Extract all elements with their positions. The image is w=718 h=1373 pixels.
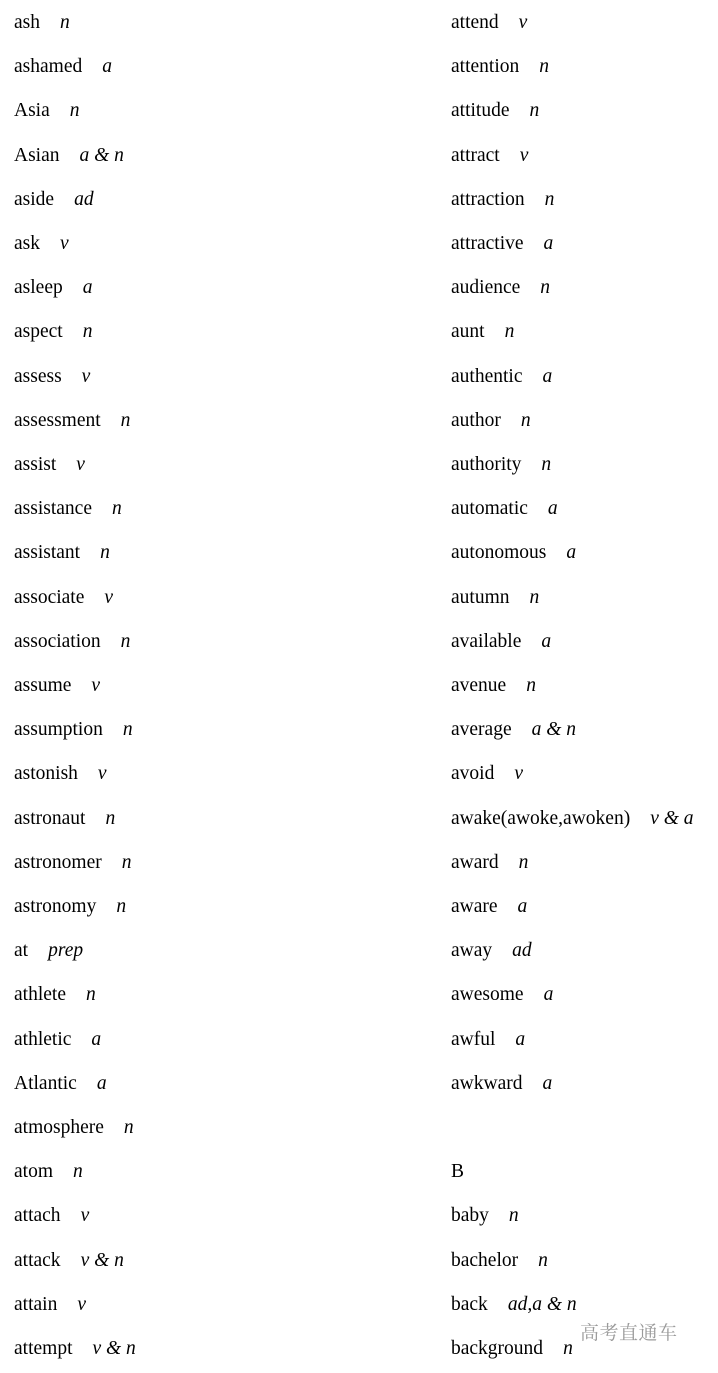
vocab-entry	[14, 96, 80, 126]
vocab-entry	[14, 185, 94, 215]
vocab-entry	[14, 8, 70, 38]
vocab-word: away	[451, 940, 493, 962]
part-of-speech: v & n	[80, 1249, 124, 1271]
part-of-speech: a	[543, 984, 554, 1006]
part-of-speech: a	[542, 1072, 553, 1094]
part-of-speech: a	[547, 498, 558, 520]
part-of-speech: v & a	[650, 807, 694, 829]
part-of-speech: a & n	[79, 144, 124, 166]
vocab-entry	[14, 450, 85, 480]
vocab-entry	[14, 1290, 86, 1320]
part-of-speech: n	[60, 12, 70, 33]
part-of-speech: n	[82, 321, 93, 343]
vocab-word: asleep	[14, 277, 63, 299]
vocab-entry	[451, 848, 528, 878]
vocab-word: attend	[451, 12, 499, 33]
vocab-entry	[451, 627, 551, 657]
vocab-entry	[14, 1246, 124, 1276]
vocab-word: assumption	[14, 719, 103, 741]
part-of-speech: a	[91, 1028, 102, 1050]
part-of-speech: n	[538, 1249, 548, 1271]
vocab-word: award	[451, 851, 499, 873]
vocab-entry	[451, 52, 549, 82]
part-of-speech: v	[81, 365, 91, 387]
vocab-entry	[14, 273, 92, 303]
part-of-speech: ad	[74, 188, 94, 210]
vocab-entry	[14, 892, 126, 922]
vocab-entry	[14, 229, 69, 259]
vocab-entry	[451, 229, 553, 259]
vocab-word: baby	[451, 1205, 489, 1227]
vocab-word: attack	[14, 1249, 61, 1271]
vocab-word: attitude	[451, 100, 510, 122]
vocab-word: Asian	[14, 144, 60, 166]
vocab-entry	[451, 1025, 525, 1055]
part-of-speech: a & n	[531, 719, 577, 741]
part-of-speech: n	[504, 321, 515, 343]
vocab-entry	[451, 936, 532, 966]
vocab-word: background	[451, 1338, 544, 1359]
vocab-entry	[14, 671, 100, 701]
vocab-entry	[451, 980, 553, 1010]
vocab-entry	[14, 1025, 101, 1055]
vocab-word: astonish	[14, 763, 78, 785]
vocab-word: ash	[14, 12, 40, 33]
part-of-speech: n	[526, 675, 536, 696]
vocab-entry	[451, 317, 514, 347]
vocab-entry	[14, 583, 113, 613]
vocab-entry	[451, 8, 527, 38]
vocab-entry	[14, 406, 130, 436]
part-of-speech: v	[514, 763, 523, 785]
vocab-word: awesome	[451, 984, 524, 1006]
part-of-speech: ad,a & n	[507, 1293, 577, 1315]
vocab-word: attraction	[451, 188, 525, 210]
vocab-entry	[451, 1290, 577, 1320]
part-of-speech: n	[120, 409, 131, 431]
part-of-speech: v	[76, 454, 85, 475]
vocab-entry	[14, 1334, 136, 1364]
vocab-entry	[14, 627, 130, 657]
vocab-entry	[451, 494, 558, 524]
vocab-word: atom	[14, 1161, 53, 1183]
vocab-word: Atlantic	[14, 1072, 77, 1094]
part-of-speech: a	[517, 896, 528, 917]
vocab-entry	[451, 759, 523, 789]
vocab-entry	[451, 804, 694, 834]
vocab-word: attract	[451, 144, 500, 166]
watermark-text: 高考直通车	[580, 1322, 678, 1344]
part-of-speech: n	[539, 56, 549, 78]
part-of-speech: n	[111, 498, 122, 520]
part-of-speech: n	[520, 409, 531, 431]
part-of-speech: a	[542, 365, 553, 387]
part-of-speech: n	[122, 719, 133, 741]
part-of-speech: v & n	[92, 1338, 136, 1359]
vocab-word: bachelor	[451, 1249, 519, 1271]
vocab-word: aspect	[14, 321, 63, 343]
vocab-word: assistant	[14, 542, 81, 564]
part-of-speech: a	[96, 1072, 107, 1094]
vocab-word: awake(awoke,awoken)	[451, 807, 631, 829]
part-of-speech: n	[508, 1205, 519, 1227]
part-of-speech: n	[541, 454, 552, 475]
vocab-word: audience	[451, 277, 521, 299]
vocab-word: attention	[451, 56, 520, 78]
vocab-word: authority	[451, 454, 522, 475]
vocab-word: assessment	[14, 409, 101, 431]
vocab-entry	[14, 362, 90, 392]
vocab-entry	[451, 892, 527, 922]
vocab-word: attempt	[14, 1338, 73, 1359]
vocab-entry	[451, 450, 551, 480]
vocab-entry	[14, 1113, 134, 1143]
part-of-speech: n	[69, 100, 80, 122]
vocab-entry	[451, 141, 528, 171]
vocab-entry	[451, 671, 536, 701]
vocab-word: astronomy	[14, 896, 97, 917]
vocab-entry	[14, 494, 122, 524]
vocab-entry	[14, 538, 110, 568]
vocab-entry	[14, 317, 92, 347]
part-of-speech: n	[518, 851, 529, 873]
vocab-word: assess	[14, 365, 62, 387]
vocab-word: assistance	[14, 498, 92, 520]
part-of-speech: n	[120, 630, 131, 652]
vocab-word: Asia	[14, 100, 50, 122]
vocab-word: astronomer	[14, 851, 102, 873]
vocab-entry	[14, 52, 112, 82]
vocab-word: author	[451, 409, 501, 431]
part-of-speech: v	[60, 233, 69, 254]
part-of-speech: a	[515, 1028, 526, 1050]
part-of-speech: n	[116, 896, 127, 917]
vocab-word: athletic	[14, 1028, 72, 1050]
vocab-word: avenue	[451, 675, 507, 696]
section-heading-b: B	[451, 1161, 465, 1183]
vocab-word: awful	[451, 1028, 496, 1050]
part-of-speech: v	[77, 1293, 86, 1315]
part-of-speech: n	[529, 100, 540, 122]
vocab-entry	[14, 1157, 83, 1187]
part-of-speech: n	[563, 1338, 573, 1359]
vocab-entry	[451, 715, 576, 745]
vocab-word: assist	[14, 454, 57, 475]
vocab-word: attain	[14, 1293, 58, 1315]
part-of-speech: n	[529, 586, 540, 608]
part-of-speech: n	[85, 984, 96, 1006]
part-of-speech: v	[518, 12, 528, 33]
part-of-speech: n	[105, 807, 116, 829]
vocab-word: attractive	[451, 233, 524, 254]
part-of-speech: n	[544, 188, 555, 210]
vocab-entry	[14, 848, 131, 878]
vocab-word: athlete	[14, 984, 66, 1006]
vocab-word: average	[451, 719, 512, 741]
part-of-speech: a	[541, 630, 552, 652]
vocab-word: ask	[14, 233, 40, 254]
vocab-word: association	[14, 630, 101, 652]
vocab-word: associate	[14, 586, 85, 608]
vocab-word: autonomous	[451, 542, 547, 564]
part-of-speech: a	[102, 56, 112, 78]
vocab-word: aunt	[451, 321, 485, 343]
vocab-word: aware	[451, 896, 498, 917]
part-of-speech: a	[543, 233, 554, 254]
vocab-entry	[451, 96, 539, 126]
part-of-speech: v	[519, 144, 529, 166]
vocab-word: atmosphere	[14, 1117, 104, 1138]
vocab-entry	[451, 1069, 552, 1099]
part-of-speech: v	[104, 586, 114, 608]
vocab-word: at	[14, 940, 29, 962]
vocab-entry	[451, 406, 531, 436]
vocab-entry	[14, 1201, 89, 1231]
part-of-speech: n	[540, 277, 551, 299]
part-of-speech: a	[566, 542, 577, 564]
part-of-speech: v	[97, 763, 107, 785]
vocab-entry	[451, 1334, 573, 1364]
vocab-entry	[14, 936, 83, 966]
vocab-entry	[14, 804, 115, 834]
part-of-speech: n	[100, 542, 110, 564]
vocab-word: autumn	[451, 586, 510, 608]
vocab-word: avoid	[451, 763, 495, 785]
part-of-speech: n	[73, 1161, 83, 1183]
vocab-entry	[14, 715, 133, 745]
vocab-word: aside	[14, 188, 55, 210]
vocab-entry	[451, 583, 539, 613]
vocab-entry	[451, 1246, 548, 1276]
part-of-speech: v	[80, 1205, 90, 1227]
part-of-speech: v	[91, 675, 101, 696]
vocab-word: awkward	[451, 1072, 523, 1094]
vocab-word: available	[451, 630, 522, 652]
vocab-word: astronaut	[14, 807, 86, 829]
vocab-word: authentic	[451, 365, 523, 387]
vocab-word: back	[451, 1293, 488, 1315]
vocab-word: ashamed	[14, 56, 83, 78]
vocab-word: attach	[14, 1205, 61, 1227]
vocab-word: assume	[14, 675, 72, 696]
part-of-speech: n	[121, 851, 132, 873]
vocab-entry	[14, 759, 107, 789]
vocab-entry	[451, 538, 576, 568]
vocab-entry	[14, 141, 124, 171]
vocab-entry	[451, 362, 552, 392]
vocab-entry	[451, 185, 554, 215]
vocab-word: automatic	[451, 498, 528, 520]
vocab-entry	[451, 1201, 519, 1231]
part-of-speech: a	[82, 277, 93, 299]
part-of-speech: n	[123, 1117, 134, 1138]
part-of-speech: ad	[512, 940, 532, 962]
part-of-speech: prep	[48, 940, 84, 962]
vocab-entry	[451, 273, 550, 303]
vocab-entry	[14, 980, 96, 1010]
vocab-entry	[14, 1069, 107, 1099]
